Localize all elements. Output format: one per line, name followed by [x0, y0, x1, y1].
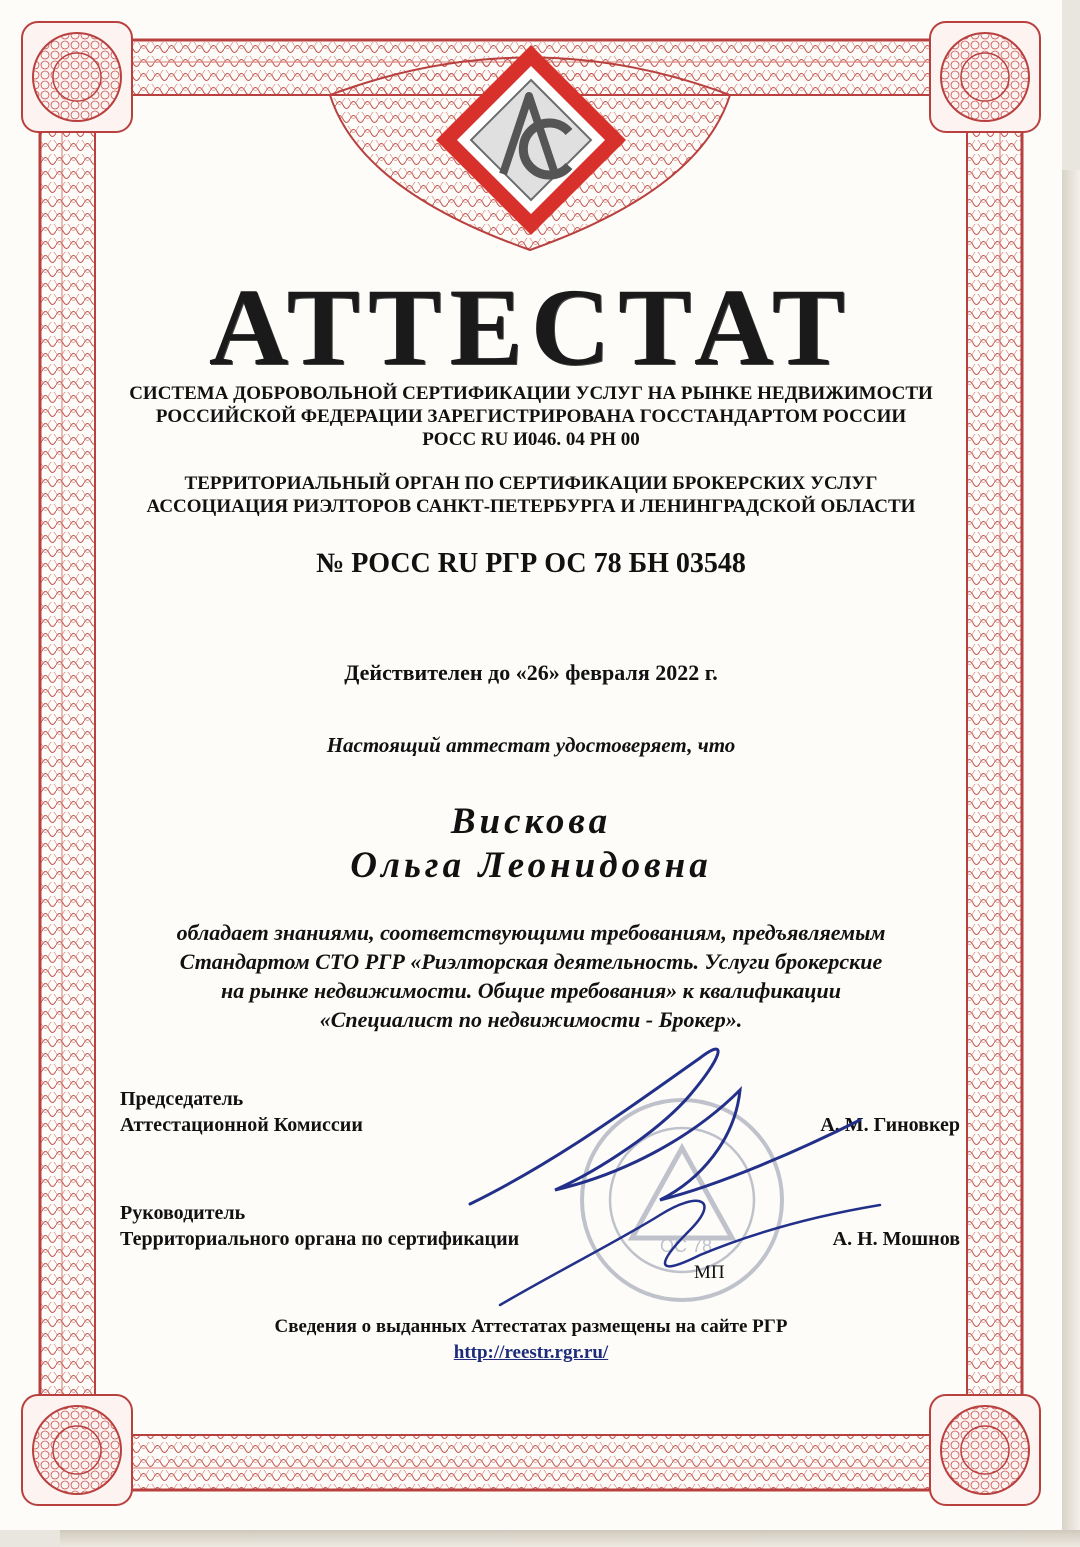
- organ-line-1: ТЕРРИТОРИАЛЬНЫЙ ОРГАН ПО СЕРТИФИКАЦИИ БРОКЕРСКИХ УСЛУГ: [184, 473, 878, 494]
- corner-rosette-tl: [22, 22, 132, 132]
- chairman-role: [120, 1086, 363, 1138]
- organ-line-2: АССОЦИАЦИЯ РИЭЛТОРОВ САНКТ-ПЕТЕРБУРГА И ЛЕНИНГРАДСКОЙ ОБЛАСТИ: [146, 496, 916, 517]
- corner-rosette-tr: [930, 22, 1040, 132]
- certify-statement: Настоящий аттестат удостоверяет, что: [326, 733, 736, 757]
- territorial-organ-block: [0, 472, 1062, 518]
- system-line-1: СИСТЕМА ДОБРОВОЛЬНОЙ СЕРТИФИКАЦИИ УСЛУГ НА РЫНКЕ НЕДВИЖИМОСТИ: [129, 383, 933, 404]
- holder-surname: Вискова: [450, 801, 612, 842]
- signatory-head: [120, 1200, 960, 1254]
- valid-until: Действителен до «26» февраля 2022 г.: [344, 660, 718, 685]
- head-name: А. Н. Мошнов: [832, 1228, 960, 1250]
- head-role-line-2: Территориального органа по сертификации: [120, 1228, 520, 1250]
- description-line-4: «Специалист по недвижимости - Брокер».: [319, 1007, 743, 1032]
- certificate-number: № РОСС RU РГР ОС 78 БН 03548: [316, 548, 746, 579]
- system-line-3: РОСС RU И046. 04 РН 00: [422, 429, 640, 450]
- signatory-chairman: [120, 1086, 960, 1140]
- corner-rosette-br: [930, 1395, 1040, 1505]
- stamp-mark: МП: [694, 1262, 725, 1283]
- system-line-2: РОССИЙСКОЙ ФЕДЕРАЦИИ ЗАРЕГИСТРИРОВАНА ГОССТАНДАРТОМ РОССИИ: [155, 406, 907, 427]
- description-line-3: на рынке недвижимости. Общие требования» к квалификации: [221, 978, 841, 1003]
- certification-system-block: [0, 382, 1062, 451]
- description-line-1: обладает знаниями, соответствующими требованиям, предъявляемым: [176, 920, 886, 945]
- footer-note: Сведения о выданных Аттестатах размещены на сайте РГР: [274, 1316, 788, 1337]
- certificate-title: АТТЕСТАТ: [208, 266, 854, 388]
- corner-rosette-bl: [22, 1395, 132, 1505]
- head-role-line-1: Руководитель: [120, 1202, 246, 1224]
- holder-given-names: Ольга Леонидовна: [350, 845, 712, 886]
- holder-name: [0, 800, 1062, 888]
- head-role: [120, 1200, 519, 1252]
- paper-edge: [1062, 170, 1080, 1547]
- chairman-name: А. М. Гиновкер: [820, 1114, 960, 1136]
- stamp-code: ОС 78: [660, 1236, 713, 1256]
- description-line-2: Стандартом СТО РГР «Риэлторская деятельность. Услуги брокерские: [179, 949, 883, 974]
- chairman-role-line-1: Председатель: [120, 1088, 244, 1110]
- chairman-role-line-2: Аттестационной Комиссии: [120, 1114, 363, 1136]
- qualification-description: [0, 918, 1062, 1034]
- registry-link[interactable]: http://reestr.rgr.ru/: [453, 1342, 609, 1363]
- paper-bottom-edge: [60, 1530, 1080, 1547]
